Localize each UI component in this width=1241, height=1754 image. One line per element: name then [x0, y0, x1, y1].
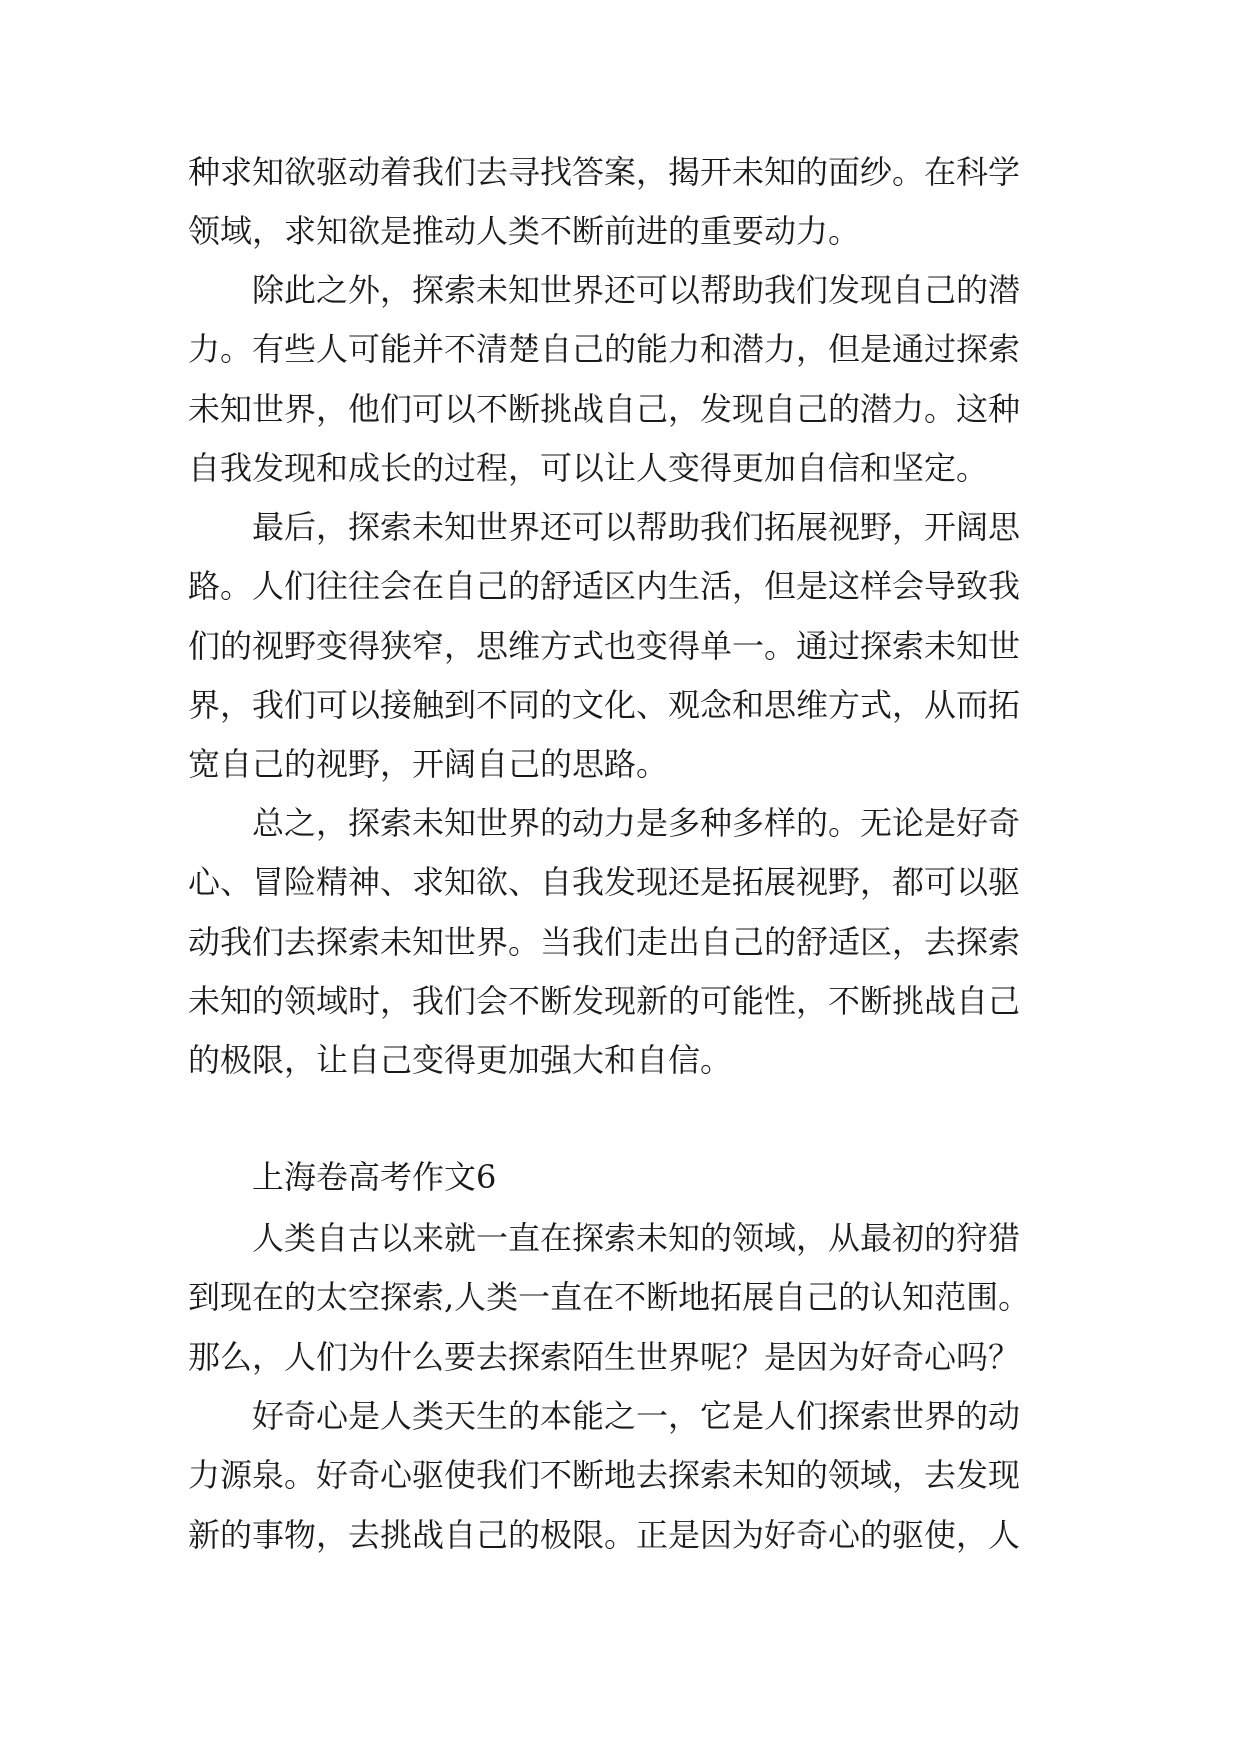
text-line: 路。人们往往会在自己的舒适区内生活，但是这样会导致我 — [188, 567, 1021, 606]
text-line: 好奇心是人类天生的本能之一，它是人们探索世界的动 — [252, 1397, 1021, 1435]
text-line: 到现在的太空探索,人类一直在不断地拓展自己的认知范围。 — [188, 1278, 1031, 1317]
paragraph-curiosity — [188, 1387, 1054, 1565]
text-line: 动我们去探索未知世界。当我们走出自己的舒适区，去探索 — [188, 922, 1021, 961]
text-line: 除此之外，探索未知世界还可以帮助我们发现自己的潜 — [252, 271, 1021, 309]
text-line: 领域，求知欲是推动人类不断前进的重要动力。 — [188, 212, 861, 251]
text-line: 最后，探索未知世界还可以帮助我们拓展视野，开阔思 — [252, 508, 1021, 546]
essay-title: 上海卷高考作文6 — [252, 1158, 497, 1196]
text-line: 界，我们可以接触到不同的文化、观念和思维方式，从而拓 — [188, 685, 1021, 724]
text-line: 那么，人们为什么要去探索陌生世界呢？是因为好奇心吗？ — [188, 1337, 1021, 1376]
essay-title-block — [188, 1148, 1054, 1207]
paragraph-essay-intro — [188, 1209, 1054, 1387]
text-line: 力。有些人可能并不清楚自己的能力和潜力，但是通过探索 — [188, 330, 1021, 369]
text-line: 新的事物，去挑战自己的极限。正是因为好奇心的驱使，人 — [188, 1515, 1021, 1554]
text-line: 力源泉。好奇心驱使我们不断地去探索未知的领域，去发现 — [188, 1456, 1021, 1495]
text-line: 自我发现和成长的过程，可以让人变得更加自信和坚定。 — [188, 448, 989, 487]
paragraph-conclusion — [188, 794, 1054, 1090]
text-line: 心、冒险精神、求知欲、自我发现还是拓展视野，都可以驱 — [188, 863, 1021, 902]
text-line: 宽自己的视野，开阔自己的思路。 — [188, 745, 669, 784]
paragraph-continuation — [188, 143, 1054, 262]
paragraph-horizons — [188, 498, 1054, 794]
text-line: 们的视野变得狭窄，思维方式也变得单一。通过探索未知世 — [188, 626, 1021, 665]
text-line: 未知世界，他们可以不断挑战自己，发现自己的潜力。这种 — [188, 389, 1021, 428]
text-line: 未知的领域时，我们会不断发现新的可能性，不断挑战自己 — [188, 981, 1021, 1020]
text-line: 人类自古以来就一直在探索未知的领域，从最初的狩猎 — [252, 1219, 1021, 1257]
text-line: 总之，探索未知世界的动力是多种多样的。无论是好奇 — [252, 804, 1021, 842]
paragraph-potential — [188, 261, 1054, 498]
text-line: 的极限，让自己变得更加强大和自信。 — [188, 1041, 733, 1080]
text-line: 种求知欲驱动着我们去寻找答案，揭开未知的面纱。在科学 — [188, 153, 1021, 191]
